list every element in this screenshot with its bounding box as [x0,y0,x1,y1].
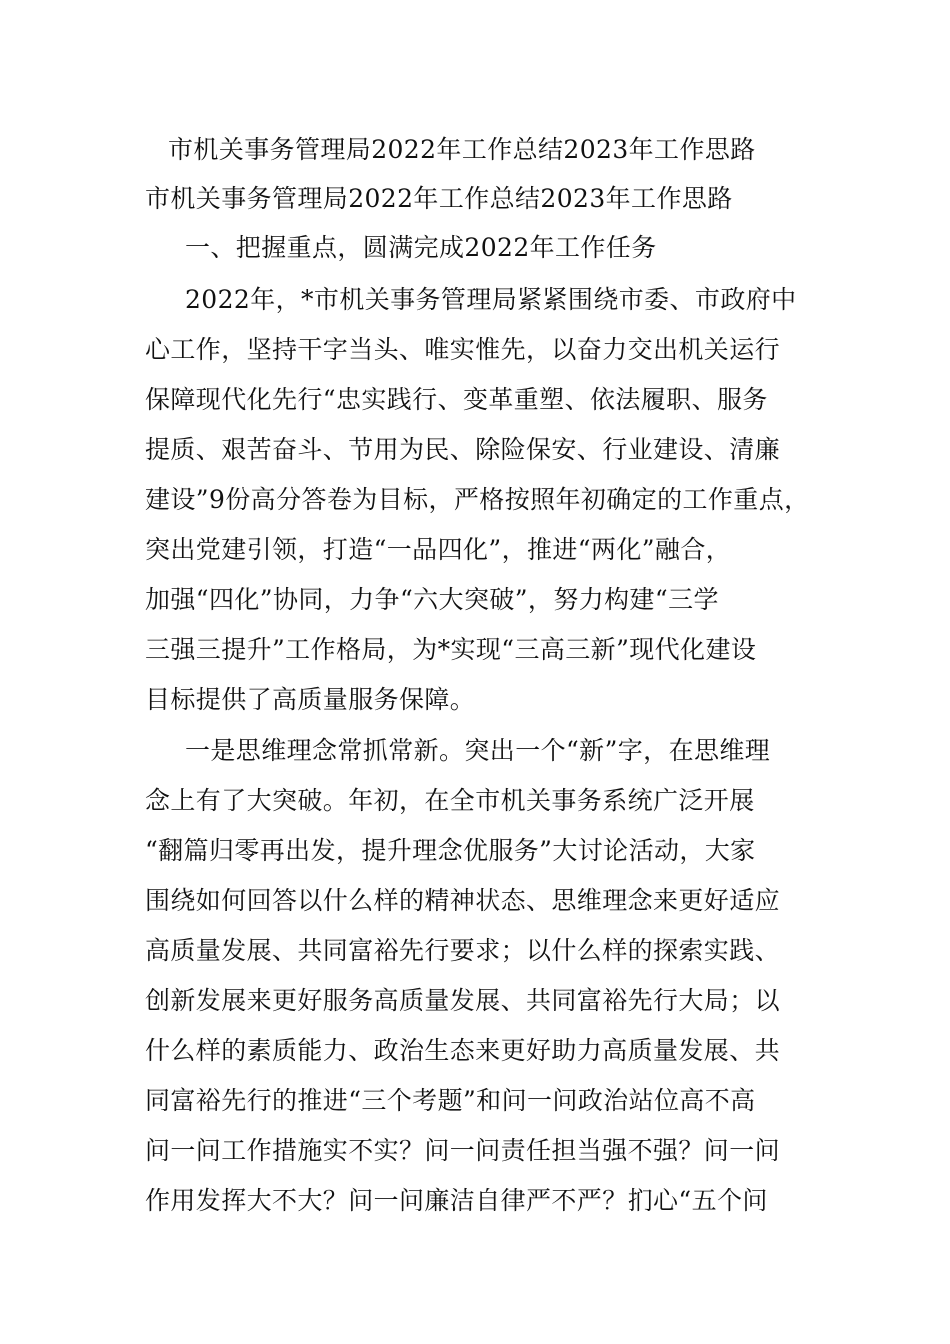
paragraph-line: 三强三提升”工作格局，为*实现“三高三新”现代化建设 [145,635,757,664]
document-title: 市机关事务管理局2022年工作总结2023年工作思路 [168,135,756,164]
paragraph-line: 提质、艰苦奋斗、节用为民、除险保安、行业建设、清廉 [145,435,781,464]
paragraph-line: 保障现代化先行“忠实践行、变革重塑、依法履职、服务 [145,385,768,414]
section-heading: 一、把握重点，圆满完成2022年工作任务 [185,233,657,262]
paragraph-line: 围绕如何回答以什么样的精神状态、思维理念来更好适应 [145,886,781,915]
paragraph-line: 目标提供了高质量服务保障。 [145,685,476,714]
paragraph-line: 创新发展来更好服务高质量发展、共同富裕先行大局；以 [145,986,781,1015]
paragraph-line: 建设”9份高分答卷为目标，严格按照年初确定的工作重点， [145,485,810,514]
paragraph-line: 2022年，*市机关事务管理局紧紧围绕市委、市政府中 [185,285,797,314]
paragraph-line: 突出党建引领，打造“一品四化”，推进“两化”融合， [145,535,732,564]
document-subtitle: 市机关事务管理局2022年工作总结2023年工作思路 [145,184,733,213]
paragraph-line: 问一问工作措施实不实？问一问责任担当强不强？问一问 [145,1136,781,1165]
paragraph-line: 心工作，坚持干字当头、唯实惟先，以奋力交出机关运行 [145,335,781,364]
paragraph-line: “翻篇归零再出发，提升理念优服务”大讨论活动，大家 [145,836,756,865]
paragraph-line: 加强“四化”协同，力争“六大突破”，努力构建“三学 [145,585,719,614]
paragraph-line: 一是思维理念常抓常新。突出一个“新”字，在思维理 [185,736,771,765]
paragraph-line: 什么样的素质能力、政治生态来更好助力高质量发展、共 [145,1036,781,1065]
paragraph-line: 念上有了大突破。年初，在全市机关事务系统广泛开展 [145,786,755,815]
paragraph-line: 高质量发展、共同富裕先行要求；以什么样的探索实践、 [145,936,781,965]
paragraph-line: 作用发挥大不大？问一问廉洁自律严不严？扪心“五个问 [145,1186,768,1215]
paragraph-line: 同富裕先行的推进“三个考题”和问一问政治站位高不高 [145,1086,756,1115]
